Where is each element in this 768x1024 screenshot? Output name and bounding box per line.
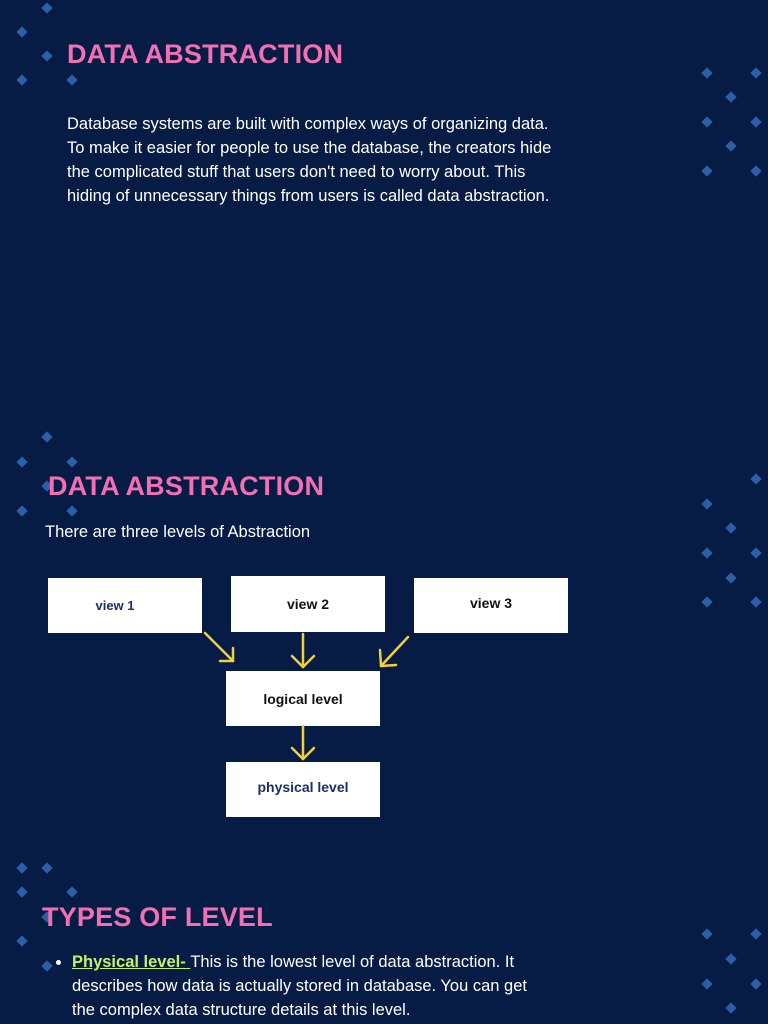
view-2-label: view 2 bbox=[286, 596, 330, 612]
list-item bbox=[72, 950, 552, 1022]
section-heading: DATA ABSTRACTION bbox=[67, 39, 344, 69]
intro-paragraph: Database systems are built with complex ways of organizing data. To make it easier for people to use the database, the creators hide the complicated stuff that users don't need to worry about. This hiding of unnecessary things from users is called data abstraction. bbox=[67, 115, 552, 205]
section-heading: TYPES OF LEVEL bbox=[42, 902, 273, 932]
arrow-icon bbox=[205, 633, 233, 661]
levels-intro-text: There are three levels of Abstraction bbox=[45, 523, 311, 541]
arrow-icon bbox=[292, 726, 314, 759]
physical-level-label: physical level bbox=[257, 778, 349, 795]
levels-list bbox=[52, 950, 552, 1022]
arrow-icon bbox=[292, 634, 314, 667]
physical-level-description: This is the lowest level of data abstraction. It describes how data is actually stored in database. You can get the complex data structure details at this level. bbox=[72, 953, 527, 1019]
arrow-icon bbox=[380, 637, 408, 666]
physical-level-term: Physical level- bbox=[72, 953, 191, 971]
view-1-label: view 1 bbox=[95, 598, 135, 613]
section-heading: DATA ABSTRACTION bbox=[48, 471, 325, 501]
view-3-label: view 3 bbox=[469, 594, 513, 611]
logical-level-label: logical level bbox=[263, 690, 343, 707]
